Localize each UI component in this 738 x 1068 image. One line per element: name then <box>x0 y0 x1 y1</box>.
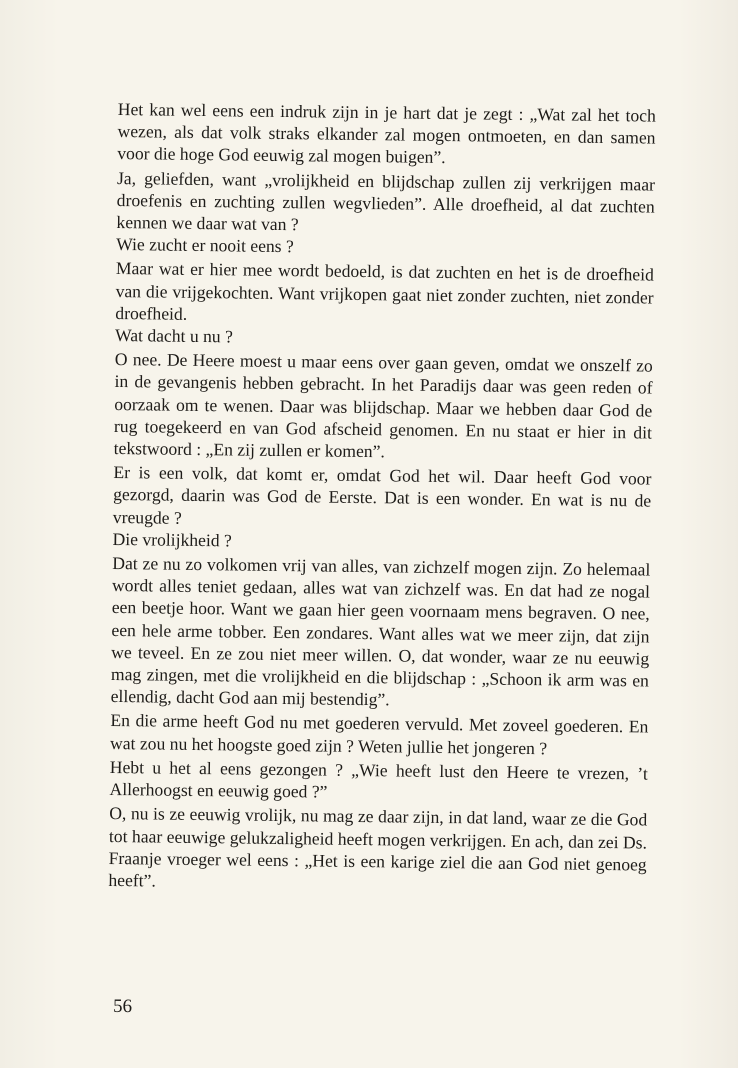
paragraph: Die vrolijkheid ? <box>112 528 232 551</box>
body-text <box>108 98 656 898</box>
paragraph: Hebt u het al eens gezongen ? „Wie heeft lust den Heere te vrezen, ’t Allerhoogst en eeuwig goed ?” <box>109 756 648 802</box>
paragraph: Het kan wel eens een indruk zijn in je hart dat je zegt : „Wat zal het toch wezen, als dat volk straks elkander zal mogen ontmoeten, en dan samen voor die hoge God eeuwig zal mogen buigen”. <box>117 98 656 168</box>
paragraph: Maar wat er hier mee wordt bedoeld, is dat zuchten en het is de droefheid van die vrijgekochten. Want vrijkopen gaat niet zonder zuchten, niet zonder droefheid. <box>115 258 655 324</box>
paragraph: Wie zucht er nooit eens ? <box>116 234 294 257</box>
paragraph: En die arme heeft God nu met goederen vervuld. Met zoveel goederen. En wat zou nu het hoogste goed zijn ? Weten jullie het jongeren ? <box>110 710 649 758</box>
paragraph: Ja, geliefden, want „vrolijkheid en blijdschap zullen zij verkrijgen maar droefenis en zuchting zullen wegvlieden”. Alle droefheid, al dat zuchten kennen we daar wat van ? <box>116 167 656 235</box>
paragraph: Er is een volk, dat komt er, omdat God het wil. Daar heeft God voor gezorgd, daarin was God de Eerste. Dat is een wonder. En wat is nu de vreugde ? <box>112 462 652 528</box>
paragraph: Wat dacht u nu ? <box>114 325 234 347</box>
paragraph: Dat ze nu zo volkomen vrij van alles, van zichzelf mogen zijn. Zo helemaal wordt alles teniet gedaan, alles wat van zichzelf was. En dat had ze nogal een beetje hoor. Want we gaan hier geen voornaam mens begraven. O nee, een hele arme tobber. Een zondares. Want alles wat we meer zijn, dat zijn we teveel. En ze zou niet meer willen. O, dat wonder, waar ze nu eeuwig mag zingen, met die vrolijkheid en die blijdschap : „Schoon ik arm was en ellendig, dacht God aan mij bestendig”. <box>110 553 651 710</box>
page-number: 56 <box>112 995 133 1018</box>
paragraph: O, nu is ze eeuwig vrolijk, nu mag ze daar zijn, in dat land, waar ze die God tot haar eeuwige gelukzaligheid heeft mogen verkrijgen. En ach, dan zei Ds. Fraanje vroeger wel eens : „Het is een karige ziel die aan God niet genoeg heeft”. <box>108 803 648 891</box>
paragraph: O nee. De Heere moest u maar eens over gaan geven, omdat we onszelf zo in de gevangenis hebben gebracht. In het Paradijs daar was geen reden of oorzaak om te wenen. Daar was blijdschap. Maar we hebben daar God de rug toegekeerd en van God afscheid genomen. En nu staat er hier in dit tekstwoord : „En zij zullen er komen”. <box>113 349 653 462</box>
